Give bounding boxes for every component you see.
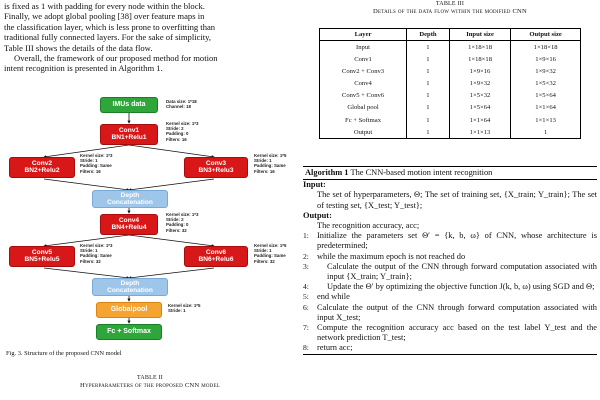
step-number: 7: <box>303 323 309 333</box>
table-cell: 1×5×64 <box>511 90 581 102</box>
table-cell: 1 <box>407 65 450 77</box>
table3-wrapper <box>303 28 597 139</box>
algorithm-step <box>303 262 597 282</box>
conv4-node <box>100 214 158 235</box>
globalpool-spec: Kernel size: 1*5 Stride: 1 <box>168 303 201 314</box>
globalpool-label: Globalpool <box>110 306 148 313</box>
table-cell: Global pool <box>320 102 407 114</box>
conv6-sublabel: BN6+Relu6 <box>198 256 234 264</box>
concat2-sublabel: Concatenation <box>107 287 153 295</box>
step-number: 6: <box>303 302 309 312</box>
table3-title: TABLE III <box>435 1 465 7</box>
algorithm-step <box>303 323 597 343</box>
table-cell: 1×18×18 <box>449 53 510 65</box>
step-number: 8: <box>303 343 309 353</box>
imus-spec: Data size: 1*18 Channel: 18 <box>166 99 197 110</box>
table-cell: 1 <box>407 126 450 139</box>
step-number: 5: <box>303 292 309 302</box>
algorithm-step <box>303 343 597 353</box>
concat1-label: Depth <box>120 192 140 199</box>
table-cell: 1×18×18 <box>449 41 510 54</box>
table-cell: 1×5×64 <box>449 102 510 114</box>
para2-line: Overall, the framework of our proposed method for motion <box>14 53 218 64</box>
table3-heading <box>303 1 597 15</box>
table-row <box>320 126 581 139</box>
table-cell: 1×1×64 <box>449 114 510 126</box>
table-row <box>320 53 581 65</box>
step-text: while the maximum epoch is not reached do <box>317 251 466 261</box>
table-cell: 1 <box>407 78 450 90</box>
conv1-label: Conv1 <box>118 127 140 134</box>
algorithm-title <box>303 166 597 180</box>
conv4-label: Conv4 <box>118 217 140 224</box>
left-column <box>4 0 296 400</box>
para2-line: intent recognition is presented in Algorithm 1. <box>4 63 163 74</box>
step-text: return acc; <box>317 343 353 353</box>
intro-line: the classification layer, which is less prone to overfitting than <box>4 21 216 32</box>
table-cell: 1×5×32 <box>511 78 581 90</box>
input-label: Input: <box>303 180 326 190</box>
table-cell: 1×9×16 <box>511 53 581 65</box>
conv4-sublabel: BN4+Relu4 <box>111 224 147 232</box>
algorithm-step <box>303 303 597 323</box>
table-cell: 1×5×32 <box>449 90 510 102</box>
conv3-sublabel: BN3+Relu3 <box>198 167 234 175</box>
table-cell: Conv5 + Conv6 <box>320 90 407 102</box>
conv2-node <box>9 157 75 178</box>
table-cell: 1×9×16 <box>449 65 510 77</box>
conv4-spec: Kernel size: 1*3 Stride: 2 Padding: 0 Filters: 32 <box>166 212 199 233</box>
table-cell: 1×1×64 <box>511 102 581 114</box>
table-cell: 1 <box>407 41 450 54</box>
table-header-row <box>320 29 581 41</box>
imus-data-node <box>100 97 158 113</box>
conv2-label: Conv2 <box>31 160 53 167</box>
intro-paragraph <box>4 1 296 74</box>
intro-line: Finally, we adopt global pooling [38] over feature maps in <box>4 11 205 22</box>
table-cell: Conv4 <box>320 78 407 90</box>
conv1-sublabel: BN1+Relu1 <box>111 134 147 142</box>
table-cell: 1 <box>407 90 450 102</box>
algorithm-steps <box>303 231 597 353</box>
table-row <box>320 102 581 114</box>
conv5-sublabel: BN5+Relu5 <box>24 256 60 264</box>
table-cell: 1 <box>511 126 581 139</box>
conv5-label: Conv5 <box>31 249 53 256</box>
header-layer: Layer <box>320 29 407 41</box>
table-cell: Conv2 + Conv3 <box>320 65 407 77</box>
conv3-node <box>184 157 248 178</box>
table-row <box>320 78 581 90</box>
fc-softmax-label: Fc + Softmax <box>107 328 151 335</box>
output-text: The recognition accuracy, acc; <box>317 221 420 231</box>
table-cell: Input <box>320 41 407 54</box>
table-row <box>320 41 581 54</box>
imus-data-label: IMUs data <box>112 101 146 108</box>
algorithm-end-rule <box>303 354 597 355</box>
step-text: Initialize the parameters set Θ′ = {k, b, ω} of CNN, whose architecture is predetermined; <box>317 231 597 251</box>
algorithm-name: The CNN-based motion intent recognition <box>350 168 493 177</box>
table2-title: TABLE II <box>137 375 163 381</box>
cnn-structure-diagram <box>4 93 296 343</box>
data-flow-table <box>319 28 581 139</box>
table-cell: 1×9×32 <box>511 65 581 77</box>
table-row <box>320 90 581 102</box>
conv6-label: Conv6 <box>205 249 227 256</box>
table-cell: 1 <box>407 114 450 126</box>
table-cell: 1×1×13 <box>449 126 510 139</box>
conv2-sublabel: BN2+Relu2 <box>24 167 60 175</box>
conv5-spec: Kernel size: 1*3 Stride: 1 Padding: Same Filters: 32 <box>80 243 113 264</box>
output-label: Output: <box>303 210 332 220</box>
conv6-spec: Kernel size: 1*5 Stride: 1 Padding: Same Filters: 32 <box>254 243 287 264</box>
table-cell: Conv1 <box>320 53 407 65</box>
table-cell: Output <box>320 126 407 139</box>
figure-caption: Fig. 3. Structure of the proposed CNN model <box>6 350 122 357</box>
concat1-sublabel: Concatenation <box>107 199 153 207</box>
table-cell: 1×9×32 <box>449 78 510 90</box>
header-output-size: Output size <box>511 29 581 41</box>
conv2-spec: Kernel size: 1*3 Stride: 1 Padding: Same Filters: 16 <box>80 153 113 174</box>
right-column <box>303 0 597 400</box>
input-text: The set of hyperparameters, Θ; The set of training set, {X_train; Y_train}; The set of testing set, {X_test; Y_test}; <box>317 190 597 210</box>
table2-caption: Hyperparameters of the proposed CNN model <box>80 382 220 390</box>
globalpool-node <box>96 302 162 318</box>
step-text: Calculate the output of the CNN through forward computation associated with input {X_train; Y_train}; <box>327 261 597 282</box>
table-cell: Fc + Softmax <box>320 114 407 126</box>
intro-line: traditional fully connected layers. For the sake of simplicity, <box>4 32 212 43</box>
table2-heading <box>4 375 296 389</box>
step-text: Compute the recognition accuracy acc based on the test label Y_test and the network prediction T_test; <box>317 323 597 343</box>
concat2-label: Depth <box>120 280 140 287</box>
concat1-node <box>92 190 168 208</box>
intro-line: is fixed as 1 with padding for every node within the block. <box>4 1 205 11</box>
step-number: 4: <box>303 282 309 292</box>
step-text: Calculate the output of the CNN through forward computation associated with input X_test; <box>317 302 597 322</box>
step-text: end while <box>317 292 350 302</box>
header-input-size: Input size <box>449 29 510 41</box>
fc-softmax-node <box>96 324 162 340</box>
intro-line: Table III shows the details of the data flow. <box>4 42 153 53</box>
step-text: Update the Θ′ by optimizing the objective function J(k, b, ω) using SGD and Θ; <box>327 282 595 292</box>
step-number: 3: <box>303 261 309 271</box>
step-number: 2: <box>303 251 309 261</box>
table-cell: 1×1×13 <box>511 114 581 126</box>
table-row <box>320 114 581 126</box>
header-depth: Depth <box>407 29 450 41</box>
algorithm-1 <box>303 166 597 355</box>
table3-caption: Details of the data flow within the modified CNN <box>373 8 527 16</box>
conv1-node <box>100 124 158 145</box>
algorithm-step <box>303 252 597 262</box>
concat2-node <box>92 278 168 296</box>
algorithm-step <box>303 231 597 251</box>
table-cell: 1 <box>407 102 450 114</box>
table-row <box>320 65 581 77</box>
algorithm-step <box>303 282 597 292</box>
conv5-node <box>9 246 75 267</box>
conv3-label: Conv3 <box>205 160 227 167</box>
conv6-node <box>184 246 248 267</box>
table-cell: 1 <box>407 53 450 65</box>
conv3-spec: Kernel size: 1*5 Stride: 1 Padding: Same Filters: 16 <box>254 153 287 174</box>
table-cell: 1×18×18 <box>511 41 581 54</box>
conv1-spec: Kernel size: 1*3 Stride: 2 Padding: 0 Filters: 16 <box>166 121 199 142</box>
algorithm-label: Algorithm 1 <box>305 168 349 177</box>
algorithm-step <box>303 292 597 302</box>
step-number: 1: <box>303 231 309 241</box>
